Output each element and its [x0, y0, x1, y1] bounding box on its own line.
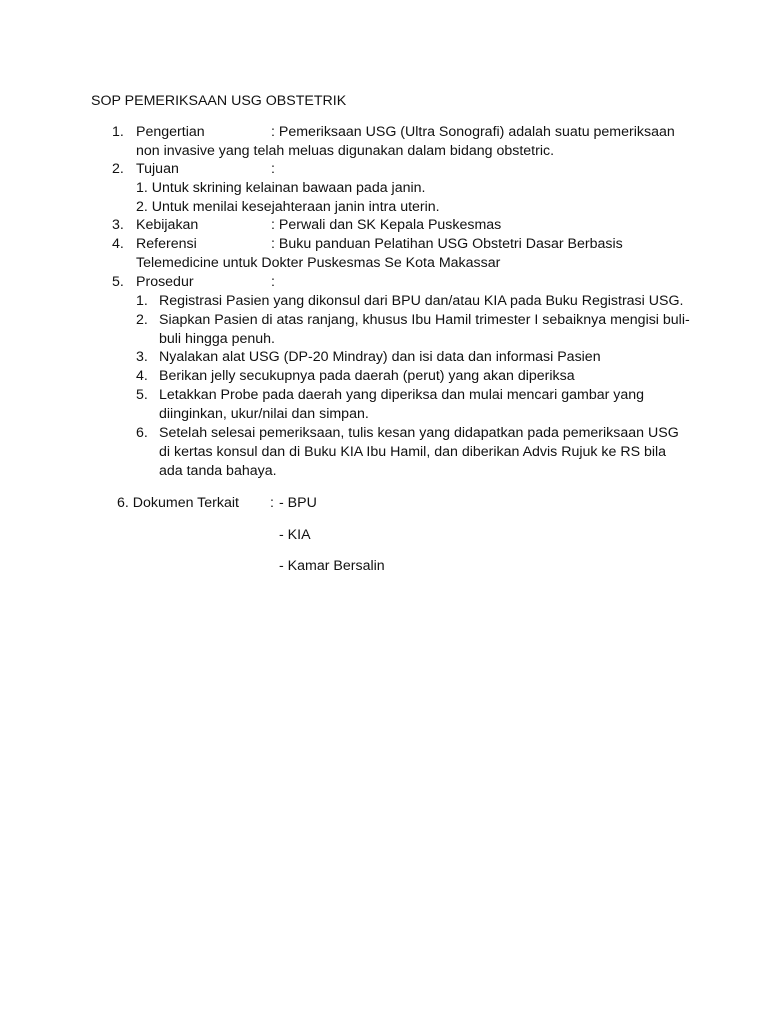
related-docs-colon: : [270, 495, 274, 511]
section-continuation: non invasive yang telah meluas digunakan dalam bidang obstetric. [136, 143, 555, 159]
step-number: 3. [136, 349, 148, 365]
document-title: SOP PEMERIKSAAN USG OBSTETRIK [91, 93, 347, 109]
step-number: 5. [136, 387, 148, 403]
related-doc-item: - Kamar Bersalin [279, 558, 385, 574]
step-text: Berikan jelly secukupnya pada daerah (perut) yang akan diperiksa [159, 368, 575, 384]
section-number: 5. [112, 274, 124, 290]
goal-item: 2. Untuk menilai kesejahteraan janin intra uterin. [136, 199, 440, 215]
section-reference: : Buku panduan Pelatihan USG Obstetri Dasar Berbasis [271, 236, 623, 252]
goal-item: 1. Untuk skrining kelainan bawaan pada janin. [136, 180, 426, 196]
section-number: 1. [112, 124, 124, 140]
section-number: 4. [112, 236, 124, 252]
step-text: Letakkan Probe pada daerah yang diperiksa dan mulai mencari gambar yang [159, 387, 645, 403]
step-text: Siapkan Pasien di atas ranjang, khusus Ibu Hamil trimester I sebaiknya mengisi buli- [159, 312, 690, 328]
section-policy: : Perwali dan SK Kepala Puskesmas [271, 217, 502, 233]
section-label-pengertian: Pengertian [136, 124, 205, 140]
step-text: Setelah selesai pemeriksaan, tulis kesan yang didapatkan pada pemeriksaan USG [159, 425, 679, 441]
section-number: 3. [112, 217, 124, 233]
step-text: ada tanda bahaya. [159, 463, 277, 479]
section-label-referensi: Referensi [136, 236, 197, 252]
section-label-kebijakan: Kebijakan [136, 217, 199, 233]
step-text: buli hingga penuh. [159, 331, 275, 347]
related-doc-item: - KIA [279, 527, 311, 543]
section-continuation: Telemedicine untuk Dokter Puskesmas Se Kota Makassar [136, 255, 501, 271]
section-definition: : Pemeriksaan USG (Ultra Sonografi) adalah suatu pemeriksaan [271, 124, 675, 140]
step-number: 4. [136, 368, 148, 384]
step-text: diinginkan, ukur/nilai dan simpan. [159, 406, 369, 422]
related-docs-label: 6. Dokumen Terkait [117, 495, 239, 511]
step-text: Nyalakan alat USG (DP-20 Mindray) dan isi data dan informasi Pasien [159, 349, 601, 365]
step-number: 6. [136, 425, 148, 441]
section-colon: : [271, 274, 275, 290]
related-doc-item: - BPU [279, 495, 317, 511]
section-label-prosedur: Prosedur [136, 274, 194, 290]
section-colon: : [271, 161, 275, 177]
step-text: di kertas konsul dan di Buku KIA Ibu Hamil, dan diberikan Advis Rujuk ke RS bila [159, 444, 667, 460]
section-number: 2. [112, 161, 124, 177]
step-number: 2. [136, 312, 148, 328]
section-label-tujuan: Tujuan [136, 161, 179, 177]
step-text: Registrasi Pasien yang dikonsul dari BPU dan/atau KIA pada Buku Registrasi USG. [159, 293, 684, 309]
step-number: 1. [136, 293, 148, 309]
